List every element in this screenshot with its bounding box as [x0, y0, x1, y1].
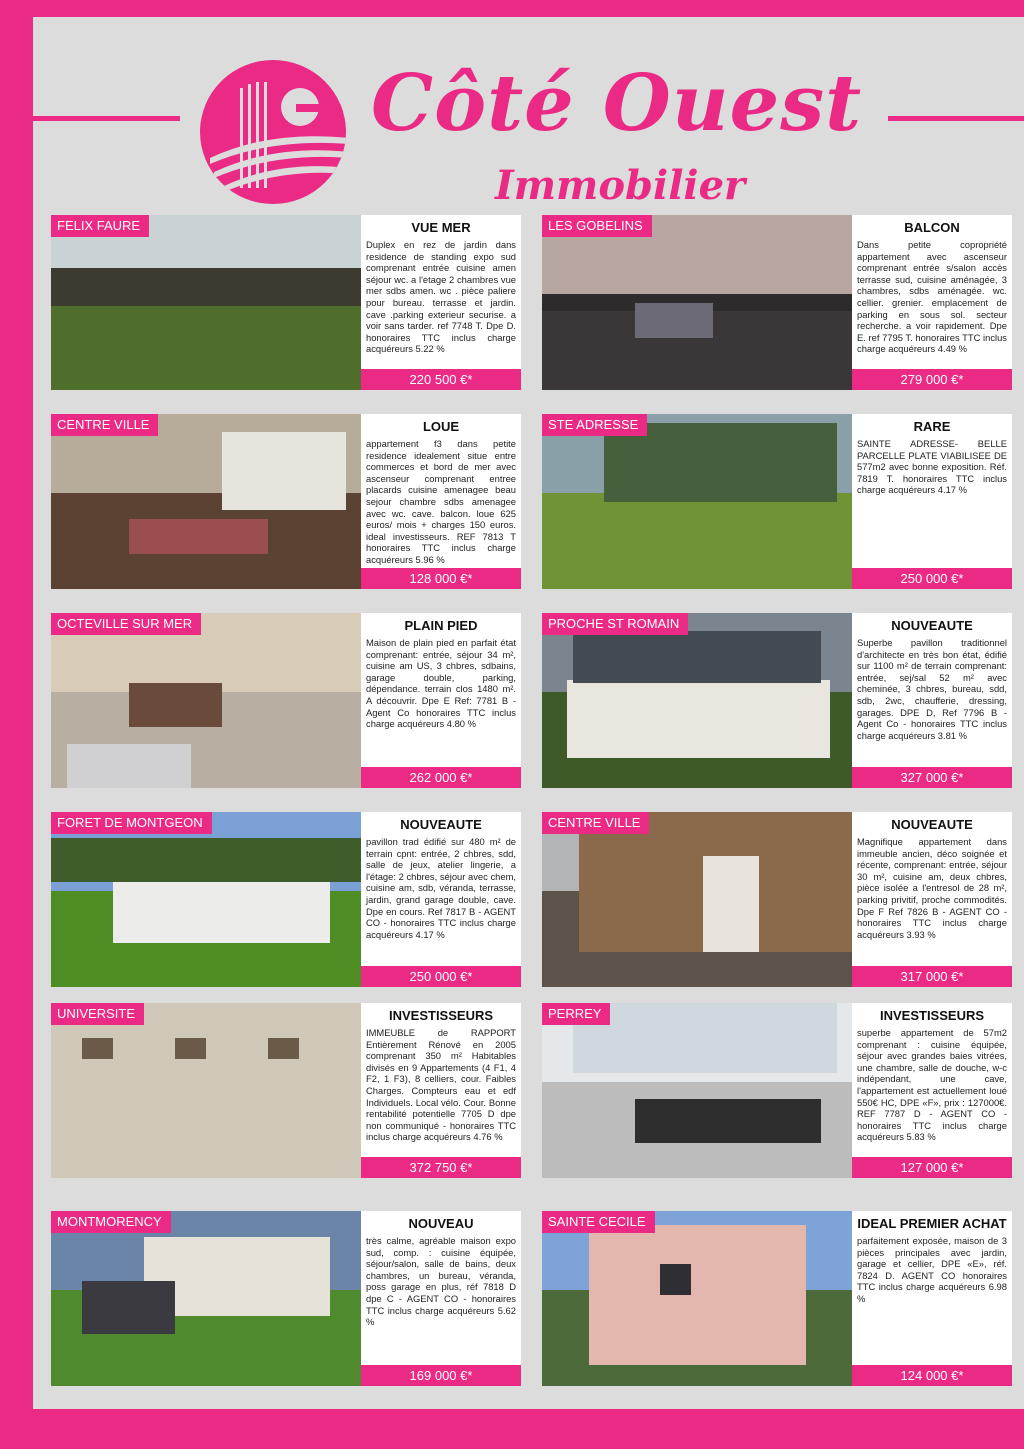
listing-description: Superbe pavillon traditionnel d'architecte en très bon état, édifié sur 1100 m² de terrain comprenant: entrée, sej/sal 52 m² avec cheminée, 3 chbres, bureau, sdd, sdb, 2wc, chaufferie, dressing, garages. DPE D, Ref 7796 B - Agent Co - honoraires TTC inclus charge acquéreurs 3.81 %: [857, 637, 1007, 741]
listing-description: Duplex en rez de jardin dans residence de standing expo sud comprenant entrée cuisine amen séjour wc. a l'etage 2 chambres vue mer sdbs amen. wc . pièce paliere pour bureau. terrasse et jardin. cave .parking exterieur securise. a voir sans tarder. ref 7748 T. Dpe D. honoraires TTC inclus charge acquéreurs 5.22 %: [366, 239, 516, 355]
brand-title: Côté Ouest: [371, 58, 863, 149]
listing-title: NOUVEAU: [408, 1216, 474, 1231]
listing-info: [852, 812, 1012, 987]
listing-description: très calme, agréable maison expo sud, comp. : cuisine équipée, séjour/salon, salle de bains, deux chambres, un bureau, véranda, poss garage en plus, réf 7818 D dpe C - AGENT CO - honoraires TTC inclus charge acquéreurs 5.62 %: [366, 1235, 516, 1328]
location-tag: STE ADRESSE: [542, 414, 647, 436]
listing-price: 250 000 €*: [361, 966, 521, 987]
listing-photo: [542, 613, 852, 788]
photo-shape: [573, 631, 821, 684]
listing-price: 169 000 €*: [361, 1365, 521, 1386]
divider: [33, 116, 180, 121]
listing-price: 250 000 €*: [852, 568, 1012, 589]
listing-description: Magnifique appartement dans immeuble ancien, déco soignée et récente, comprenant: entrée, séjour 30 m², cuisine am, deux chbres, pièce isolée a l'entresol de 28 m², parking privitif, proche commodités. Dpe F Ref 7826 B - AGENT CO - honoraires TTC inclus charge acquéreurs 3.93 %: [857, 836, 1007, 940]
listing-title: PLAIN PIED: [404, 618, 478, 633]
location-tag: UNIVERSITE: [51, 1003, 144, 1025]
listing-card[interactable]: [542, 1003, 1012, 1178]
listing-description: Maison de plain pied en parfait état comprenant: entrée, séjour 34 m², cuisine am US, 3 chbres, sdbains, garage double, parking, dépendance. terrain clos 1480 m². A découvrir. Dpe E Ref: 7781 B - Agent Co honoraires TTC inclus charge acquéreurs 4.80 %: [366, 637, 516, 730]
photo-shape: [222, 432, 346, 511]
listing-price: 127 000 €*: [852, 1157, 1012, 1178]
listing-card[interactable]: [51, 613, 521, 788]
listing-title: RARE: [913, 419, 951, 434]
brand-subtitle: Immobilier: [495, 162, 746, 209]
location-tag: FELIX FAURE: [51, 215, 149, 237]
flyer-sheet: [33, 17, 1024, 1409]
listing-info: [852, 613, 1012, 788]
divider: [888, 116, 1024, 121]
photo-shape: [51, 268, 361, 307]
listing-description: superbe appartement de 57m2 comprenant : cuisine équipée, séjour avec grandes baies vitrées, une chambre, salle de douche, w-c indépendant, une cave, l'appartement est actuellement loué 550€ HC, DPE «F», prix : 127000€. REF 7787 D - AGENT CO - honoraires TTC inclus charge acquéreurs 5.83 %: [857, 1027, 1007, 1143]
listing-card[interactable]: [542, 1211, 1012, 1386]
listing-card[interactable]: [51, 215, 521, 390]
listing-info: [361, 215, 521, 390]
listing-photo: [542, 215, 852, 390]
listing-info: [361, 613, 521, 788]
listing-info: [852, 414, 1012, 589]
listing-description: SAINTE ADRESSE- BELLE PARCELLE PLATE VIABILISEE DE 577m2 avec bonne exposition. Réf. 7819 T. honoraires TTC inclus charge acquéreurs 4.17 %: [857, 438, 1007, 496]
listing-description: pavillon trad édifié sur 480 m² de terrain cpnt: entrée, 2 chbres, sdd, salle de jeux, atelier lingerie, a l'étage: 2 chbres, séjour avec chem, cuisine am, sdb, véranda, terrasse, jardin, grand garage double, cave. Dpe en cours. Ref 7817 B - AGENT CO - honoraires TTC inclus charge acquéreurs 4.17 %: [366, 836, 516, 940]
listing-price: 279 000 €*: [852, 369, 1012, 390]
listing-card[interactable]: [542, 812, 1012, 987]
location-tag: FORET DE MONTGEON: [51, 812, 212, 834]
listing-info: [361, 812, 521, 987]
listing-info: [361, 414, 521, 589]
photo-shape: [51, 1003, 361, 1178]
location-tag: PROCHE ST ROMAIN: [542, 613, 688, 635]
listing-price: 220 500 €*: [361, 369, 521, 390]
listing-price: 372 750 €*: [361, 1157, 521, 1178]
listing-info: [361, 1003, 521, 1178]
listing-photo: [542, 1003, 852, 1178]
listing-card[interactable]: [51, 414, 521, 589]
listing-photo: [542, 414, 852, 589]
listing-photo: [51, 414, 361, 589]
location-tag: MONTMORENCY: [51, 1211, 171, 1233]
listing-title: NOUVEAUTE: [400, 817, 482, 832]
listing-description: Dans petite copropriété appartement avec ascenseur comprenant entrée s/salon accès terrasse sud, cuisine aménagée, 3 chambres, sdbs aménagée. wc. cellier. grenier. emplacement de parking en sous sol. secteur recherche. a voir rapidement. Dpe E. ref 7795 T. honoraires TTC inclus charge acquéreurs 4.49 %: [857, 239, 1007, 355]
sunset-fields-logo-icon: [200, 60, 347, 205]
listing-photo: [51, 812, 361, 987]
listing-title: NOUVEAUTE: [891, 618, 973, 633]
listing-photo: [51, 1003, 361, 1178]
listing-price: 128 000 €*: [361, 568, 521, 589]
listing-photo: [51, 215, 361, 390]
photo-shape: [589, 1225, 806, 1365]
location-tag: CENTRE VILLE: [51, 414, 158, 436]
photo-shape: [129, 683, 222, 727]
listing-card[interactable]: [542, 215, 1012, 390]
photo-ground: [542, 493, 852, 589]
header: [33, 17, 1024, 212]
listing-card[interactable]: [51, 1003, 521, 1178]
listing-card[interactable]: [542, 613, 1012, 788]
listing-title: NOUVEAUTE: [891, 817, 973, 832]
listing-title: INVESTISSEURS: [388, 1008, 494, 1023]
listing-description: parfaitement exposée, maison de 3 pièces principales avec jardin, garage et cellier, DPE «E», réf. 7824 D. AGENT CO honoraires TTC inclus charge acquéreurs 6.98 %: [857, 1235, 1007, 1304]
listing-card[interactable]: [542, 414, 1012, 589]
listing-title: LOUE: [422, 419, 460, 434]
photo-shape: [82, 1038, 113, 1059]
photo-shape: [635, 303, 713, 338]
photo-shape: [175, 1038, 206, 1059]
listing-description: IMMEUBLE de RAPPORT Entièrement Rénové en 2005 comprenant 350 m² Habitables divisés en 9 Appartements (4 F1, 4 F2, 1 F3), 8 celliers, cour. Faibles Charges. Compteurs eau et edf Individuels. Local vélo. Cour. Bonne rentabilité potentielle 7705 D dpe non communiqué - honoraires TTC inclus charge acquéreurs 4.76 %: [366, 1027, 516, 1143]
listing-info: [852, 215, 1012, 390]
photo-ground: [51, 294, 361, 390]
listing-card[interactable]: [51, 812, 521, 987]
listing-price: 327 000 €*: [852, 767, 1012, 788]
photo-shape: [268, 1038, 299, 1059]
listing-photo: [542, 1211, 852, 1386]
listing-title: BALCON: [904, 220, 960, 235]
photo-shape: [113, 882, 330, 943]
listing-card[interactable]: [51, 1211, 521, 1386]
photo-shape: [567, 680, 831, 759]
listing-price: 124 000 €*: [852, 1365, 1012, 1386]
location-tag: LES GOBELINS: [542, 215, 652, 237]
listing-price: 262 000 €*: [361, 767, 521, 788]
location-tag: CENTRE VILLE: [542, 812, 649, 834]
photo-shape: [573, 1003, 837, 1073]
listing-info: [852, 1003, 1012, 1178]
location-tag: PERREY: [542, 1003, 610, 1025]
photo-shape: [51, 838, 361, 882]
photo-shape: [82, 1281, 175, 1334]
listing-description: appartement f3 dans petite residence idealement situe entre commerces et bord de mer avec ascenseur comprenant entree placards cuisine amenagee beau sejour chambre sdbs amenagee avec wc. cave. balcon. loue 625 euros/ mois + charges 150 euros. ideal investisseurs. REF 7813 T honoraires TTC inclus charge acquéreurs 5.96 %: [366, 438, 516, 565]
photo-shape: [129, 519, 269, 554]
photo-shape: [660, 1264, 691, 1296]
photo-shape: [67, 744, 191, 788]
listing-price: 317 000 €*: [852, 966, 1012, 987]
listing-photo: [51, 613, 361, 788]
listing-photo: [542, 812, 852, 987]
listing-photo: [51, 1211, 361, 1386]
listing-title: IDEAL PREMIER ACHAT: [857, 1216, 1007, 1231]
location-tag: SAINTE CECILE: [542, 1211, 655, 1233]
listing-title: VUE MER: [411, 220, 471, 235]
photo-shape: [635, 1099, 821, 1143]
location-tag: OCTEVILLE SUR MER: [51, 613, 201, 635]
listing-info: [361, 1211, 521, 1386]
photo-shape: [703, 856, 759, 952]
listing-title: INVESTISSEURS: [879, 1008, 985, 1023]
listing-info: [852, 1211, 1012, 1386]
